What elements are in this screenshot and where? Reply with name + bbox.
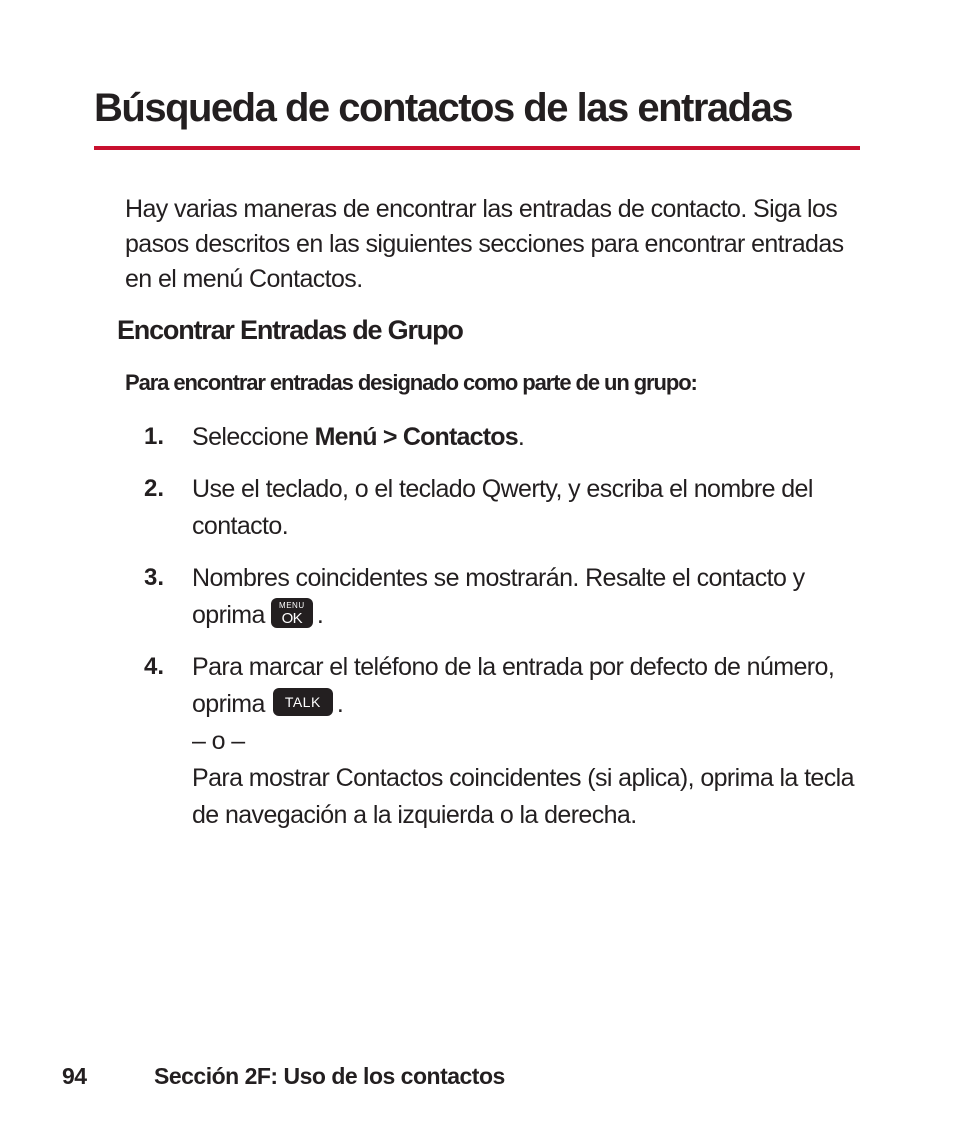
alternative-separator: – o – [192, 727, 245, 755]
alternative-text: Para mostrar Contactos coincidentes (si aplica), oprima la tecla de navegación a la izquierda o la derecha. [192, 764, 854, 829]
step-text: Use el teclado, o el teclado Qwerty, y escriba el nombre del contacto. [192, 475, 813, 540]
step-text-before: Para marcar el teléfono de la entrada por defecto de número, oprima [192, 653, 835, 718]
step-text [192, 649, 862, 834]
step-text-after: . [316, 601, 324, 629]
title-rule [94, 146, 860, 150]
talk-key-icon: TALK [273, 688, 333, 716]
step-text-before: Seleccione [192, 423, 315, 451]
step-text-before: Nombres coincidentes se mostrarán. Resalte el contacto y oprima [192, 564, 805, 629]
key-bottom-label: OK [281, 610, 303, 628]
step-text-after: . [336, 690, 344, 718]
key-top-label: MENU [279, 601, 305, 611]
page-number: 94 [62, 1063, 87, 1089]
page-title: Búsqueda de contactos de las entradas [94, 86, 793, 130]
step-text [192, 560, 862, 634]
step-number: 4. [144, 653, 165, 680]
step-text [192, 419, 862, 456]
page-footer [62, 1063, 505, 1090]
step-number: 3. [144, 564, 165, 591]
section-heading: Encontrar Entradas de Grupo [117, 315, 463, 345]
footer-section-name: Sección 2F: Uso de los contactos [154, 1063, 505, 1089]
intro-paragraph: Hay varias maneras de encontrar las entradas de contacto. Siga los pasos descritos en las siguientes secciones para encontrar entradas en el menú Contactos. [125, 195, 844, 293]
step-number: 2. [144, 475, 165, 502]
menu-ok-key-icon [271, 598, 313, 628]
lead-in-text: Para encontrar entradas designado como parte de un grupo: [125, 370, 697, 395]
step-number: 1. [144, 423, 165, 450]
step-text-after: . [517, 423, 525, 451]
menu-path: Menú > Contactos [314, 423, 518, 451]
